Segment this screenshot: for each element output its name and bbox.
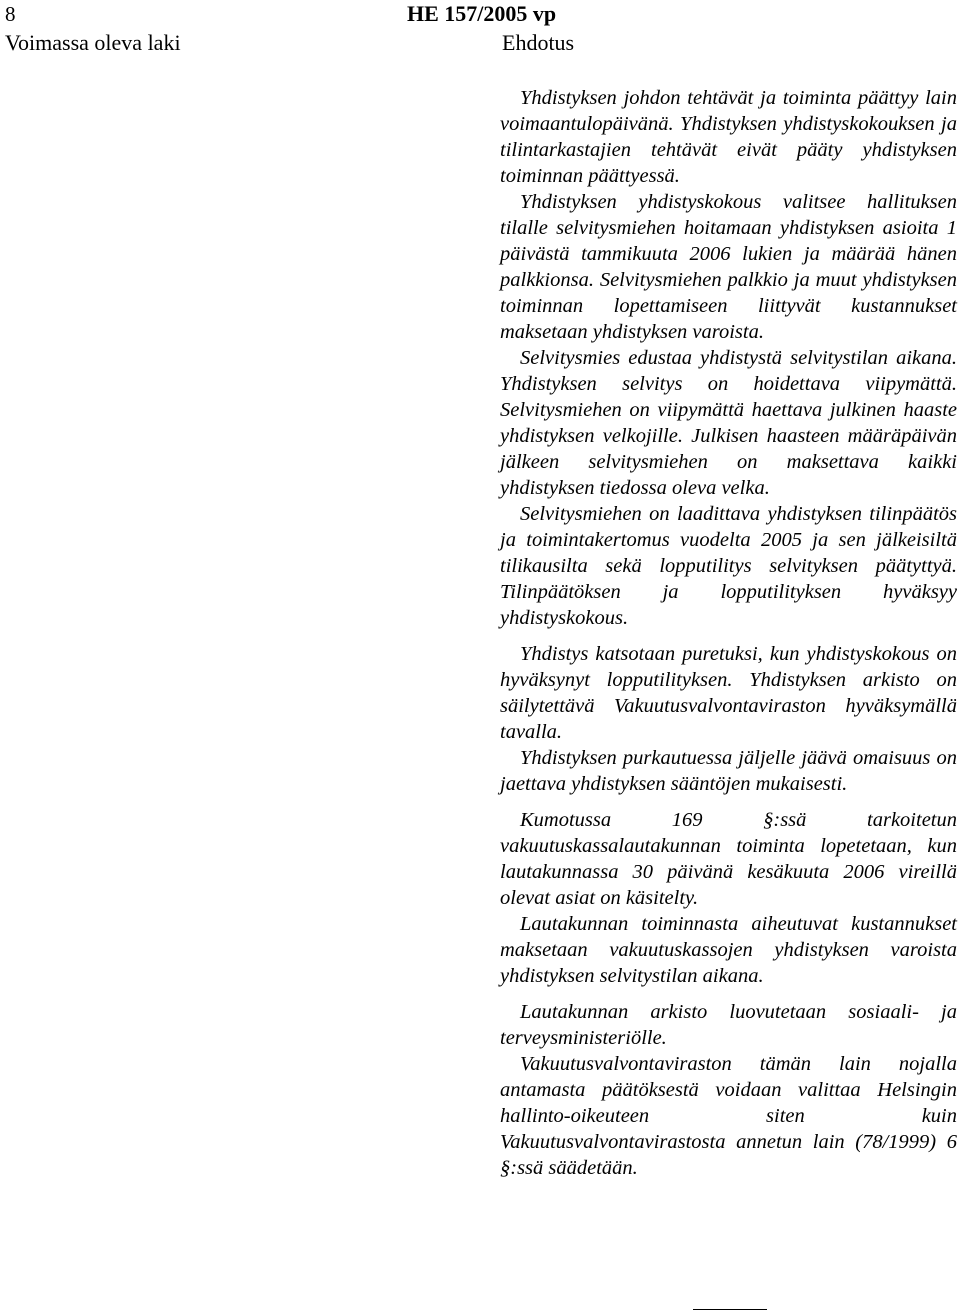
left-column-title: Voimassa oleva laki <box>5 30 181 55</box>
paragraph: Lautakunnan arkisto luovutetaan sosiaali- ja terveysministeriölle. <box>500 1001 957 1049</box>
paragraph: Yhdistyksen purkautuessa jäljelle jäävä omaisuus on jaettava yhdistyksen sääntöjen mukaisesti. <box>500 747 957 795</box>
paragraph: Yhdistyksen yhdistyskokous valitsee hallituksen tilalle selvitysmiehen hoitamaan yhdistyksen asioita 1 päivästä tammikuuta 2006 lukien ja määrää hänen palkkionsa. Selvitysmiehen palkkio ja muut yhdistyksen toiminnan lopettamiseen liittyvät kustannukset maksetaan yhdistyksen varoista. <box>500 191 957 343</box>
paragraph: Yhdistys katsotaan puretuksi, kun yhdistyskokous on hyväksynyt lopputilityksen. Yhdistyksen arkisto on säilytettävä Vakuutusvalvontaviraston hyväksymällä tavalla. <box>500 643 957 743</box>
paragraph: Yhdistyksen johdon tehtävät ja toiminta päättyy lain voimaantulopäivänä. Yhdistyksen yhdistyskokouksen ja tilintarkastajien tehtävät eivät pääty yhdistyksen toiminnan päättyessä. <box>500 87 957 187</box>
page-header <box>5 0 955 62</box>
page-number: 8 <box>5 2 16 26</box>
paragraph: Selvitysmiehen on laadittava yhdistyksen tilinpäätös ja toimintakertomus vuodelta 2005 ja sen jälkeisiltä tilikausilta sekä lopputilitys selvityksen päätyttyä. Tilinpäätöksen ja lopputilityksen hyväksyy yhdistyskokous. <box>500 503 957 629</box>
paragraph: Vakuutusvalvontaviraston tämän lain nojalla antamasta päätöksestä voidaan valittaa Helsingin hallinto-oikeuteen siten kuin Vakuutusvalvontavirastosta annetun lain (78/1999) 6 §:ssä säädetään. <box>500 1053 957 1179</box>
right-column-title: Ehdotus <box>502 30 575 55</box>
end-rule <box>693 1309 767 1310</box>
paragraph: Kumotussa 169 §:ssä tarkoitetun vakuutuskassalautakunnan toiminta lopetetaan, kun lautakunnassa 30 päivänä kesäkuuta 2006 vireillä olevat asiat on käsitelty. <box>500 809 957 909</box>
paragraph: Selvitysmies edustaa yhdistystä selvitystilan aikana. Yhdistyksen selvitys on hoidettava viipymättä. Selvitysmiehen on viipymättä haettava julkinen haaste yhdistyksen velkojille. Julkisen haasteen määräpäivän jälkeen selvitysmiehen on maksettava kaikki yhdistyksen tiedossa oleva velka. <box>500 347 957 499</box>
proposal-text <box>500 85 957 1181</box>
paragraph: Lautakunnan toiminnasta aiheutuvat kustannukset maksetaan vakuutuskassojen yhdistyksen varoista yhdistyksen selvitystilan aikana. <box>500 913 957 987</box>
document-id: HE 157/2005 vp <box>407 1 557 26</box>
